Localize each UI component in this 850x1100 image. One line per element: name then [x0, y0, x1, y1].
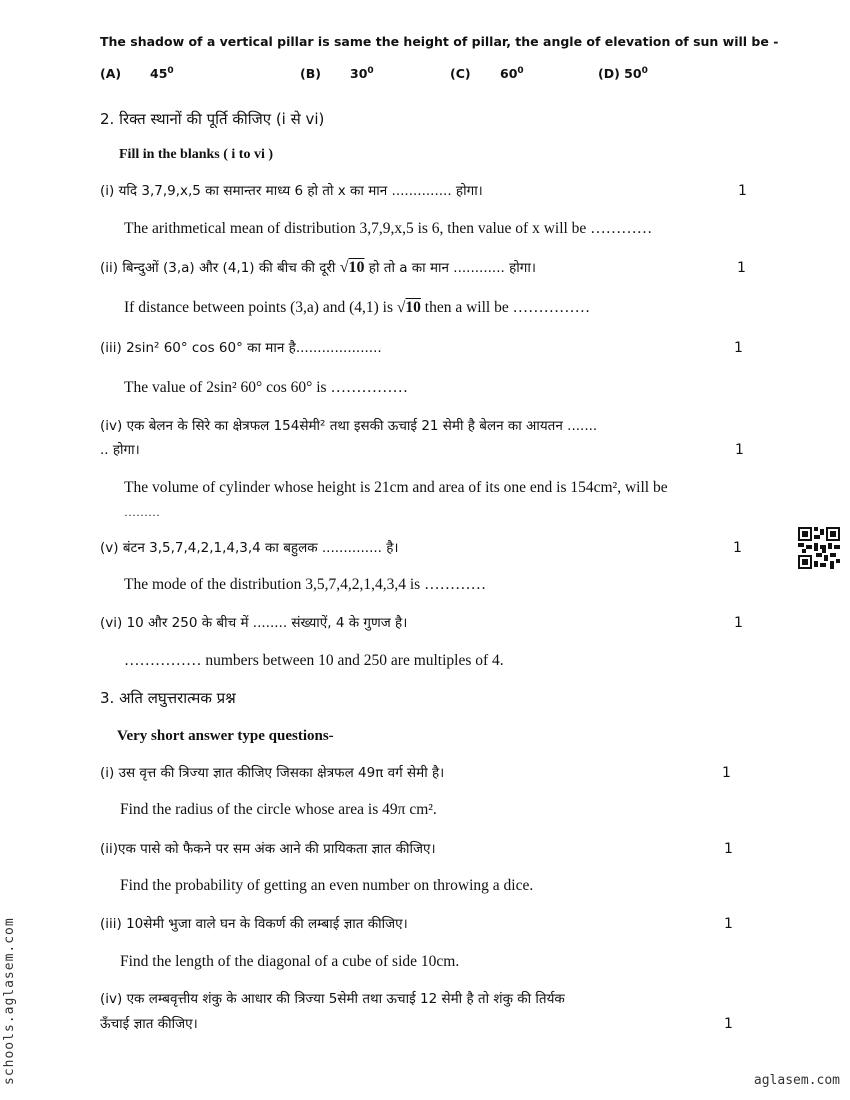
item-2-iv-hindi-line1: (iv) एक बेलन के सिरे का क्षेत्रफल 154सेमी² तथा इसकी ऊचाई 21 सेमी है बेलन का आयतन ....... [100, 418, 598, 434]
item-2-i-english: The arithmetical mean of distribution 3,7,9,x,5 is 6, then value of x will be ………… [124, 220, 653, 237]
item-3-iii-marks: 1 [724, 916, 733, 932]
item-3-iv-marks: 1 [724, 1016, 733, 1032]
footer-watermark: aglasem.com [753, 1073, 840, 1088]
side-watermark: schools.aglasem.com [2, 917, 17, 1085]
section2-heading-hindi: 2. रिक्त स्थानों की पूर्ति कीजिए (i से vi) [100, 110, 325, 128]
item-2-iv-marks: 1 [735, 442, 744, 458]
mcq-option-c-label: (C) [450, 66, 471, 81]
mcq-option-b-label: (B) [300, 66, 321, 81]
item-2-ii-english: If distance between points (3,a) and (4,1) is √10 then a will be …………… [124, 299, 591, 316]
item-2-iii-hindi: (iii) 2sin² 60° cos 60° का मान है.................... [100, 340, 382, 356]
item-3-ii-hindi: (ii)एक पासे को फैकने पर सम अंक आने की प्रायिकता ज्ञात कीजिए। [100, 841, 436, 857]
item-3-iv-hindi-line2: ऊँचाई ज्ञात कीजिए। [100, 1016, 198, 1032]
item-2-v-marks: 1 [733, 540, 742, 556]
mcq-option-b-value: $30^0$ [350, 66, 374, 82]
item-2-vi-english: …………… numbers between 10 and 250 are multiples of 4. [124, 652, 504, 669]
section3-heading-hindi: 3. अति लघुत्तरात्मक प्रश्न [100, 689, 236, 707]
item-3-i-marks: 1 [722, 765, 731, 781]
item-3-i-hindi: (i) उस वृत्त की त्रिज्या ज्ञात कीजिए जिसका क्षेत्रफल 49π वर्ग सेमी है। [100, 765, 445, 781]
item-2-ii-hindi: (ii) बिन्दुओं (3,a) और (4,1) की बीच की दूरी √10 हो तो a का मान ............ होगा। [100, 259, 536, 276]
item-2-ii-marks: 1 [737, 260, 746, 276]
mcq-option-a-value: $45^0$ [150, 66, 174, 82]
item-3-i-english: Find the radius of the circle whose area is 49π cm². [120, 801, 437, 818]
item-2-iv-english-line1: The volume of cylinder whose height is 21cm and area of its one end is 154cm², will be [124, 479, 668, 496]
item-3-iv-hindi-line1: (iv) एक लम्बवृत्तीय शंकु के आधार की त्रिज्या 5सेमी तथा ऊचाई 12 सेमी है तो शंकु की तिर्यक [100, 991, 565, 1007]
item-3-ii-marks: 1 [724, 841, 733, 857]
item-2-iii-marks: 1 [734, 340, 743, 356]
mcq-option-c-value: $60^0$ [500, 66, 524, 82]
item-2-v-hindi: (v) बंटन 3,5,7,4,2,1,4,3,4 का बहुलक .............. है। [100, 540, 399, 556]
item-2-v-english: The mode of the distribution 3,5,7,4,2,1,4,3,4 is ………… [124, 576, 487, 593]
item-2-iv-hindi-line2: .. होगा। [100, 442, 140, 458]
item-2-vi-marks: 1 [734, 615, 743, 631]
item-2-iii-english: The value of 2sin² 60° cos 60° is …………… [124, 379, 408, 396]
item-3-iii-english: Find the length of the diagonal of a cube of side 10cm. [120, 953, 460, 970]
section3-heading-english: Very short answer type questions- [117, 728, 334, 744]
mcq-question: The shadow of a vertical pillar is same the height of pillar, the angle of elevation of sun will be - [100, 34, 779, 49]
item-3-ii-english: Find the probability of getting an even number on throwing a dice. [120, 877, 534, 894]
mcq-option-a-label: (A) [100, 66, 122, 81]
item-2-i-hindi: (i) यदि 3,7,9,x,5 का समान्तर माध्य 6 हो तो x का मान .............. होगा। [100, 183, 483, 199]
item-2-iv-english-line2: ……… [124, 505, 160, 519]
item-2-vi-hindi: (vi) 10 और 250 के बीच में ........ संख्याऐं, 4 के गुणज है। [100, 615, 408, 631]
item-3-iii-hindi: (iii) 10सेमी भुजा वाले घन के विकर्ण की लम्बाई ज्ञात कीजिए। [100, 916, 408, 932]
mcq-option-d: (D) $50^0$ [598, 66, 648, 82]
item-2-i-marks: 1 [738, 183, 747, 199]
section2-heading-english: Fill in the blanks ( i to vi ) [119, 147, 274, 162]
qr-code-icon [798, 527, 840, 569]
